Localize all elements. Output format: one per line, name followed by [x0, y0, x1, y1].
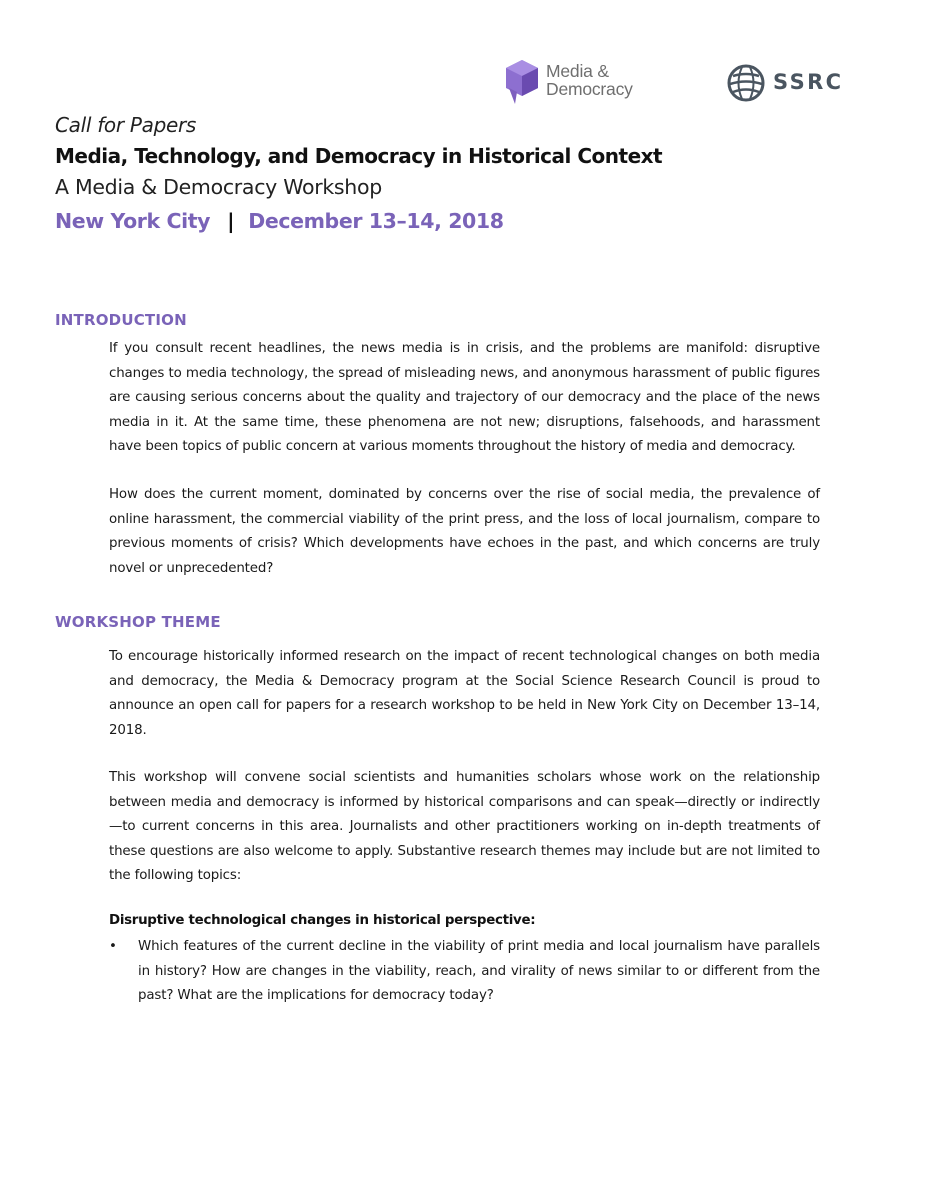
- logo-bar: [505, 58, 865, 108]
- event-location: New York City: [55, 209, 211, 233]
- bullet-text: Which features of the current decline in the viability of print media and local journalism have parallels in history? How are changes in the viability, reach, and virality of news similar to or different from the past? What are the implications for democracy today?: [138, 939, 820, 1004]
- workshop-theme-paragraph-2: This workshop will convene social scientists and humanities scholars whose work on the relationship between media and democracy is informed by historical comparisons and can speak—directly or indirectly—to current concerns in this area. Journalists and other practitioners working on in-depth treatments of these questions are also welcome to apply. Substantive research themes may include but are not limited to the following topics:: [109, 770, 820, 884]
- media-democracy-wordmark: [546, 62, 633, 98]
- media-democracy-logo: [505, 58, 655, 108]
- call-for-papers-kicker: Call for Papers: [55, 113, 197, 137]
- event-dates: December 13–14, 2018: [248, 209, 504, 233]
- ssrc-logo: [727, 64, 852, 104]
- document-title: Media, Technology, and Democracy in Historical Context: [55, 144, 663, 168]
- list-item: [109, 935, 820, 1009]
- bullet-marker: •: [109, 939, 117, 954]
- workshop-theme-heading: WORKSHOP THEME: [55, 613, 221, 631]
- introduction-heading: INTRODUCTION: [55, 311, 187, 329]
- document-subtitle: A Media & Democracy Workshop: [55, 175, 382, 199]
- workshop-theme-paragraph-1: To encourage historically informed research on the impact of recent technological changes on both media and democracy, the Media & Democracy program at the Social Science Research Council is proud to announce an open call for papers for a research workshop to be held in New York City on December 13–14, 2018.: [109, 649, 820, 738]
- introduction-paragraph-2: How does the current moment, dominated by concerns over the rise of social media, the prevalence of online harassment, the commercial viability of the print press, and the loss of local journalism, compare to previous moments of crisis? Which developments have echoes in the past, and which concerns are truly novel or unprecedented?: [109, 487, 820, 576]
- speech-bubble-cube-icon: [505, 60, 539, 106]
- document-header: [55, 110, 835, 238]
- topic-bullet-list: [109, 935, 820, 1009]
- ssrc-wordmark: SSRC: [773, 70, 844, 94]
- introduction-paragraph-1: If you consult recent headlines, the news media is in crisis, and the problems are manifold: disruptive changes to media technology, the spread of misleading news, and anonymous harassment of public figures are causing serious concerns about the quality and trajectory of our democracy and the place of the news media in it. At the same time, these phenomena are not new; disruptions, falsehoods, and harassment have been topics of public concern at various moments throughout the history of media and democracy.: [109, 341, 820, 455]
- meta-separator: |: [227, 209, 235, 233]
- topic-subheading: Disruptive technological changes in historical perspective:: [109, 913, 536, 928]
- media-democracy-wordmark-text: Media & Democracy: [546, 61, 633, 99]
- event-meta: [55, 204, 835, 238]
- globe-icon: [727, 64, 765, 102]
